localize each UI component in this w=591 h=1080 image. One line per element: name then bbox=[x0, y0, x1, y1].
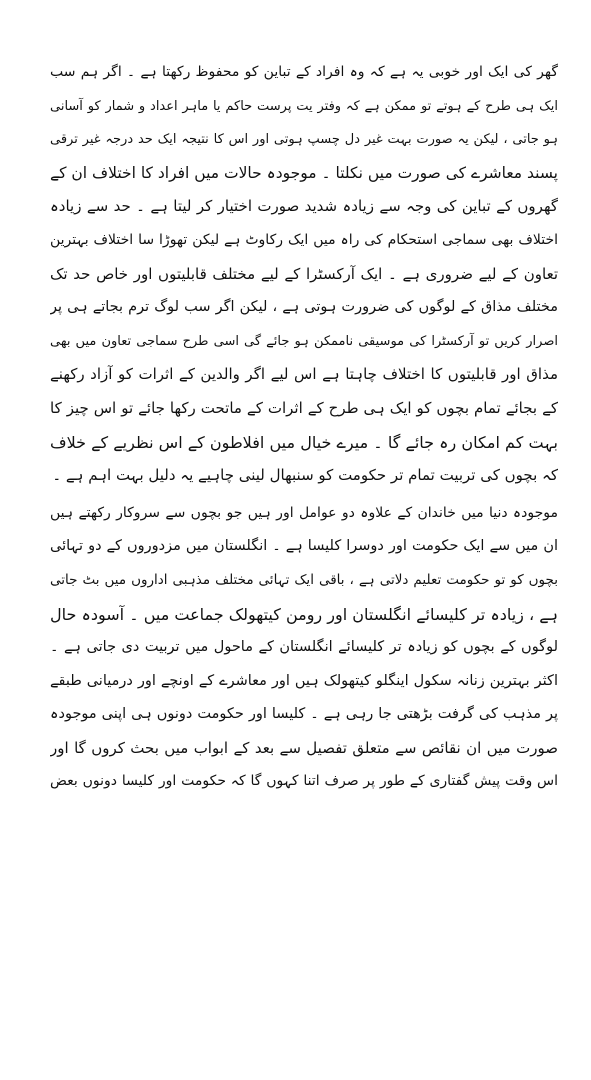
text-line: اصرار کریں تو آرکسٹرا کی موسیقی ناممکن ہو جائے گی اسی طرح سماجی تعاون میں بھی bbox=[50, 333, 558, 349]
text-line: ایک ہی طرح کے ہوتے تو ممکن ہے کہ وفتر یت پرست حاکم یا ماہر اعداد و شمار کو آسانی bbox=[50, 98, 558, 114]
text-line: کے بجائے تمام بچوں کو ایک ہی طرح کے اثرات کے ماتحت رکھا جائے تو اس چیز کا bbox=[50, 398, 558, 417]
text-line: موجودہ دنیا میں خاندان کے علاوہ دو عوامل اور ہیں جو بچوں سے سروکار رکھتے ہیں bbox=[50, 504, 558, 521]
text-line: پسند معاشرے کی صورت میں نکلتا ۔ موجودہ حالات میں افراد کا اختلاف ان کے bbox=[50, 163, 558, 182]
text-line: مذاق اور قابلیتوں کا اختلاف چاہتا ہے اس لیے اگر والدین کے اثرات کو آزاد رکھنے bbox=[50, 365, 558, 384]
text-line: لوگوں کے بچوں کو زیادہ تر کلیسائے انگلستان کے ماحول میں تربیت دی جاتی ہے ۔ bbox=[50, 639, 558, 656]
text-line: کہ بچوں کی تربیت تمام تر حکومت کو سنبھال لینی چاہیے یہ دلیل بہت اہم ہے ۔ bbox=[52, 466, 558, 485]
text-line: صورت میں ان نقائص سے متعلق تفصیل سے بعد کے ابواب میں بحث کروں گا اور bbox=[50, 738, 558, 757]
text-line: بہت کم امکان رہ جائے گا ۔ میرے خیال میں افلاطون کے اس نظریے کے خلاف bbox=[50, 432, 558, 452]
text-line: اکثر بہترین زنانہ سکول اینگلو کیتھولک ہیں اور معاشرے کے اونچے اور درمیانی طبقے bbox=[50, 672, 558, 689]
text-line: ہے ، زیادہ تر کلیسائے انگلستان اور رومن کیتھولک جماعت میں ۔ آسودہ حال bbox=[50, 604, 558, 624]
text-line: ہو جاتی ، لیکن یہ صورت بہت غیر دل چسپ ہوتی اور اس کا نتیجہ ایک حد درجہ غیر ترقی bbox=[50, 132, 558, 148]
text-line: بچوں کو تو حکومت تعلیم دلاتی ہے ، باقی ایک تہائی مختلف مذہبی اداروں میں بٹ جاتی bbox=[50, 571, 558, 588]
text-line: گھر کی ایک اور خوبی یہ ہے کہ وہ افراد کے تباین کو محفوظ رکھتا ہے ۔ اگر ہم سب bbox=[50, 64, 558, 80]
paragraph-2 bbox=[50, 497, 558, 799]
document-page bbox=[50, 56, 558, 799]
text-line: مختلف مذاق کے لوگوں کی ضرورت ہوتی ہے ، لیکن اگر سب لوگ ترم بجاتے ہی پر bbox=[50, 299, 558, 316]
text-line: اس وقت پیش گفتاری کے طور پر صرف اتنا کہوں گا کہ حکومت اور کلیسا دونوں بعض bbox=[50, 773, 558, 790]
text-line: ان میں سے ایک حکومت اور دوسرا کلیسا ہے ۔ انگلستان میں مزدوروں کے دو تہائی bbox=[50, 538, 558, 555]
text-line: تعاون کے لیے ضروری ہے ۔ ایک آرکسٹرا کے لیے مختلف قابلیتوں اور خاص حد تک bbox=[50, 264, 558, 283]
text-line: پر مذہب کی گرفت بڑھتی جا رہی ہے ۔ کلیسا اور حکومت دونوں ہی اپنی موجودہ bbox=[50, 706, 558, 723]
paragraph-1 bbox=[50, 56, 558, 493]
text-line: اختلاف بھی سماجی استحکام کی راہ میں ایک رکاوٹ ہے لیکن تھوڑا سا اختلاف بہترین bbox=[50, 231, 558, 248]
text-line: گھروں کے تباین کی وجہ سے زیادہ شدید صورت اختیار کر لیتا ہے ۔ حد سے زیادہ bbox=[50, 197, 558, 216]
